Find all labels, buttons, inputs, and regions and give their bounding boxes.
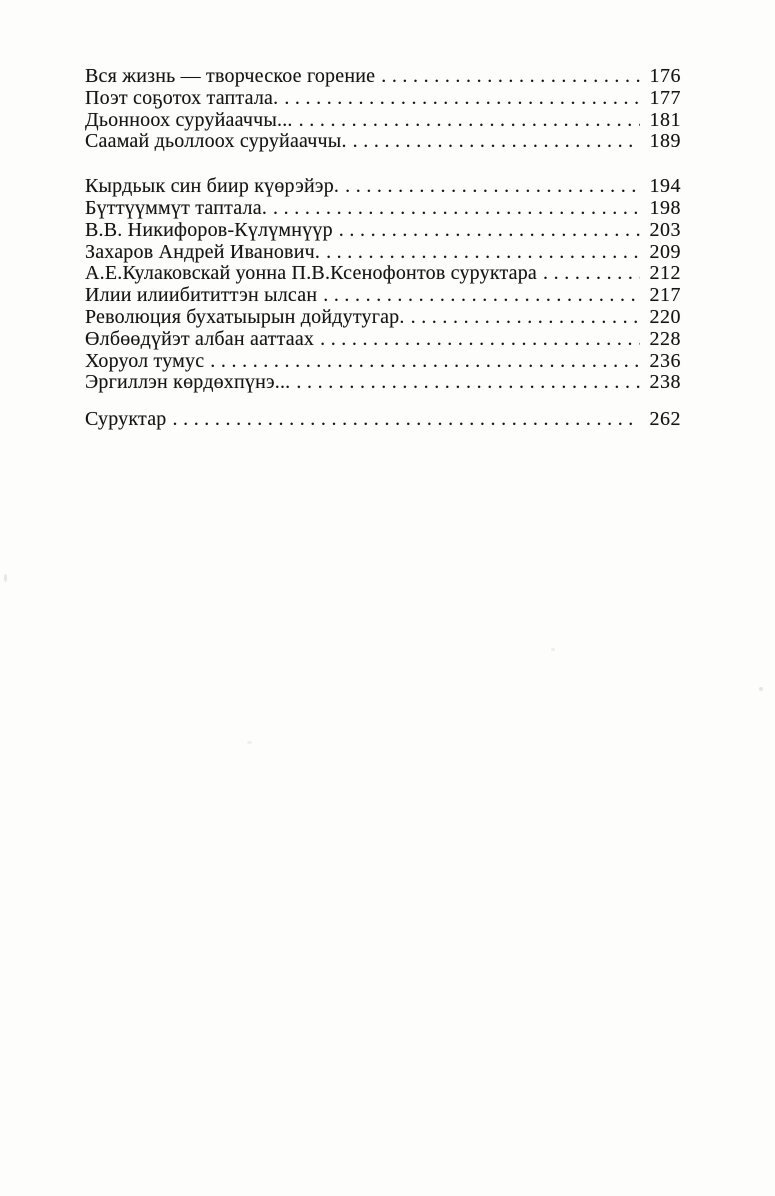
toc-entry	[85, 110, 681, 132]
dot-leader	[543, 263, 640, 285]
table-of-contents	[85, 66, 681, 431]
toc-entry-title: Поэт соҕотох таптала.	[85, 86, 279, 109]
toc-entry-page: 194	[649, 175, 681, 198]
toc-entry-title: Революция бухатыырын дойдутугар.	[85, 305, 405, 328]
dot-leader	[296, 372, 640, 394]
scan-speck	[759, 687, 763, 691]
toc-entry	[85, 285, 681, 307]
toc-group-1	[85, 66, 681, 153]
dot-leader	[210, 351, 640, 373]
toc-entry-title: А.Е.Кулаковскай уонна П.В.Ксенофонтов суруктара	[85, 262, 538, 285]
dot-leader	[173, 409, 641, 431]
dot-leader	[299, 110, 640, 132]
dot-leader	[323, 285, 640, 307]
toc-entry-page: 262	[649, 408, 681, 431]
toc-entry-page: 176	[649, 65, 681, 87]
dot-leader	[381, 66, 640, 88]
dot-leader	[326, 242, 640, 264]
dot-leader	[345, 176, 640, 198]
toc-entry-title: В.В. Никифоров-Күлүмнүүр	[85, 218, 333, 241]
toc-entry-page: 217	[649, 284, 681, 307]
toc-entry	[85, 372, 681, 394]
toc-entry-page: 236	[649, 349, 681, 372]
toc-entry-page: 203	[649, 218, 681, 241]
toc-group-3	[85, 409, 681, 431]
toc-entry-title: Саамай дьоллоох суруйааччы.	[85, 130, 347, 153]
toc-entry	[85, 307, 681, 329]
toc-entry-page: 209	[649, 240, 681, 263]
scan-speck	[4, 574, 7, 582]
dot-leader	[353, 131, 640, 153]
toc-entry-page: 198	[649, 196, 681, 219]
toc-group-2	[85, 176, 681, 394]
dot-leader	[320, 329, 640, 351]
toc-entry	[85, 176, 681, 198]
toc-entry	[85, 220, 681, 242]
scan-speck	[247, 741, 252, 744]
dot-leader	[284, 88, 640, 110]
toc-entry	[85, 351, 681, 373]
toc-entry-title: Илии илиибититтэн ылсан	[85, 284, 318, 307]
toc-entry-title: Дьонноох суруйааччы...	[85, 108, 293, 131]
dot-leader	[339, 220, 640, 242]
toc-entry-title: Суруктар	[85, 408, 167, 431]
toc-entry-page: 212	[649, 262, 681, 285]
toc-entry-title: Бүттүүммүт таптала.	[85, 196, 268, 219]
toc-entry-title: Кырдьык син биир күөрэйэр.	[85, 175, 340, 198]
toc-entry-page: 181	[649, 108, 681, 131]
toc-entry	[85, 409, 681, 431]
toc-entry	[85, 329, 681, 351]
toc-entry-page: 238	[649, 371, 681, 394]
scan-speck	[551, 648, 555, 651]
toc-entry	[85, 263, 681, 285]
toc-entry-page: 189	[649, 130, 681, 153]
toc-entry-title: Захаров Андрей Иванович.	[85, 240, 321, 263]
toc-entry	[85, 131, 681, 153]
toc-entry-page: 220	[649, 305, 681, 328]
toc-entry	[85, 198, 681, 220]
toc-entry-title: Вся жизнь — творческое горение	[85, 65, 376, 87]
toc-entry-page: 228	[649, 327, 681, 350]
toc-entry-title: Өлбөөдүйэт албан ааттаах	[85, 327, 315, 350]
dot-leader	[273, 198, 640, 220]
toc-entry	[85, 88, 681, 110]
toc-entry	[85, 242, 681, 264]
toc-entry-page: 177	[649, 86, 681, 109]
toc-entry-title: Хоруол тумус	[85, 349, 205, 372]
dot-leader	[411, 307, 640, 329]
toc-entry-title: Эргиллэн көрдөхпүнэ...	[85, 371, 291, 394]
toc-entry	[85, 66, 681, 88]
